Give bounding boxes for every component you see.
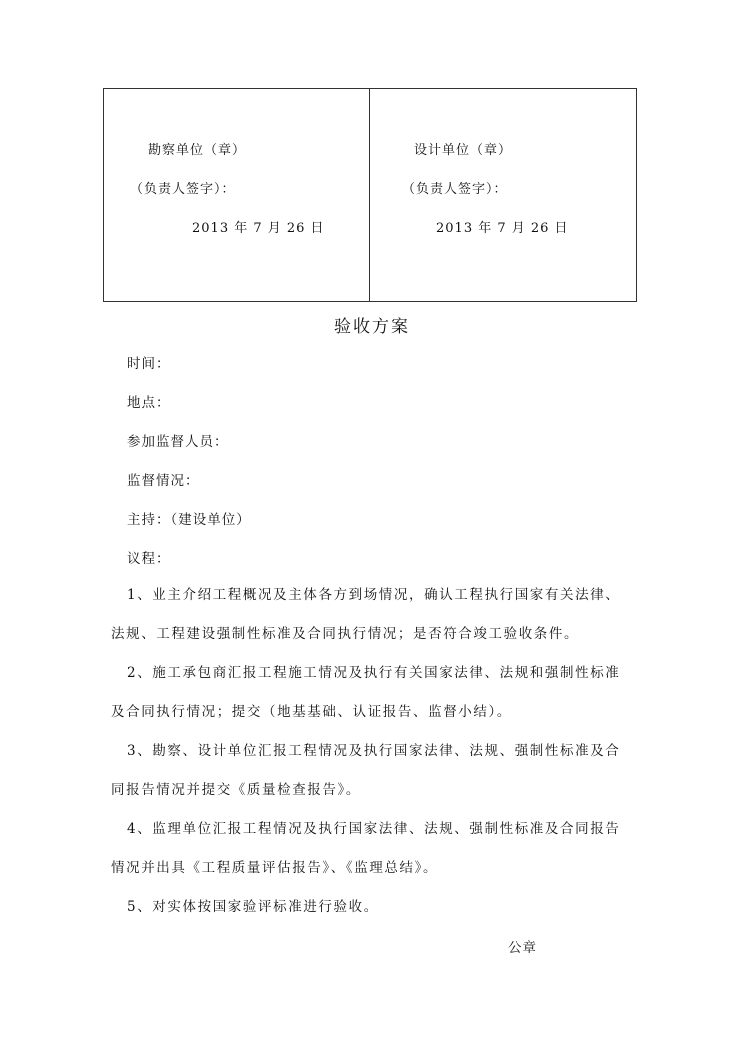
design-unit-label: 设计单位（章） bbox=[414, 143, 513, 158]
survey-unit-label: 勘察单位（章） bbox=[148, 143, 247, 158]
agenda-item: 5、对实体按国家验评标准进行验收。 bbox=[127, 899, 379, 915]
design-unit-cell bbox=[370, 89, 636, 301]
agenda-item: 1、业主介绍工程概况及主体各方到场情况，确认工程执行国家有关法律、法规、工程建设强制性标准及合同执行情况；是否符合竣工验收条件。 bbox=[111, 587, 621, 642]
design-signer-label: （负责人签字）： bbox=[402, 182, 508, 197]
agenda-item: 3、勘察、设计单位汇报工程情况及执行国家法律、法规、强制性标准及合同报告情况并提交《质量检查报告》。 bbox=[111, 743, 621, 798]
participants-field: 参加监督人员： bbox=[127, 434, 229, 450]
agenda-item: 4、监理单位汇报工程情况及执行国家法律、法规、强制性标准及合同报告情况并出具《工程质量评估报告》、《监理总结》。 bbox=[111, 821, 621, 876]
agenda-item: 2、施工承包商汇报工程施工情况及执行有关国家法律、法规和强制性标准及合同执行情况；提交（地基基础、认证报告、监督小结）。 bbox=[111, 665, 621, 720]
survey-unit-cell bbox=[104, 89, 370, 301]
host-field: 主持：（建设单位） bbox=[127, 512, 251, 528]
signature-table bbox=[103, 88, 637, 302]
supervision-field: 监督情况： bbox=[127, 473, 200, 489]
seal-label: 公章 bbox=[508, 940, 537, 956]
survey-date: 2013 年 7 月 26 日 bbox=[192, 221, 325, 236]
agenda-field: 议程： bbox=[127, 551, 171, 567]
survey-signer-label: （负责人签字）： bbox=[130, 182, 236, 197]
time-field: 时间： bbox=[127, 356, 171, 372]
place-field: 地点： bbox=[127, 395, 171, 411]
page-title: 验收方案 bbox=[334, 317, 410, 337]
design-date: 2013 年 7 月 26 日 bbox=[436, 221, 569, 236]
